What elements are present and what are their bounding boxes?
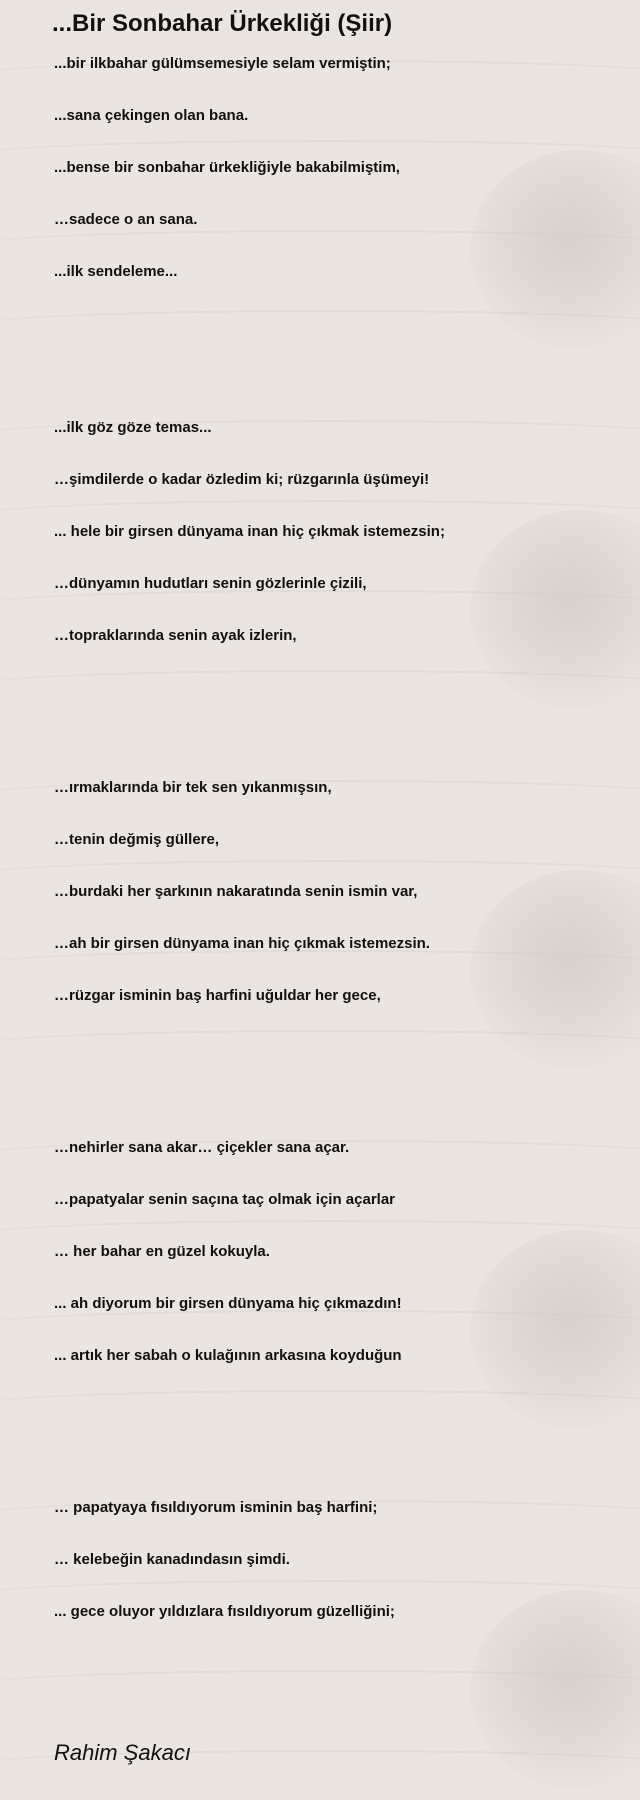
stanza <box>54 419 614 779</box>
poem-line: …papatyalar senin saçına taç olmak için açarlar <box>54 1191 396 1208</box>
poem-line: …sadece o an sana. <box>54 211 198 228</box>
poem-line: ... ah diyorum bir girsen dünyama hiç çıkmazdın! <box>54 1295 402 1312</box>
poem-line: ... gece oluyor yıldızlara fısıldıyorum güzelliğini; <box>54 1603 395 1620</box>
stanza <box>54 779 614 1139</box>
poem-line: …nehirler sana akar… çiçekler sana açar. <box>54 1139 350 1156</box>
poem-body <box>54 55 614 1655</box>
poem-line: ...bense bir sonbahar ürkekliğiyle bakabilmiştim, <box>54 159 400 176</box>
poem-line: …şimdilerde o kadar özledim ki; rüzgarınla üşümeyi! <box>54 471 430 488</box>
poem-line: …rüzgar isminin baş harfini uğuldar her gece, <box>54 987 381 1004</box>
poem-line: ... artık her sabah o kulağının arkasına koyduğun <box>54 1347 402 1364</box>
poem-line: ...sana çekingen olan bana. <box>54 107 249 124</box>
stanza <box>54 55 614 419</box>
poem-line: …ah bir girsen dünyama inan hiç çıkmak istemezsin. <box>54 935 430 952</box>
poem-author: Rahim Şakacı <box>54 1740 191 1765</box>
poem-line: …ırmaklarında bir tek sen yıkanmışsın, <box>54 779 332 796</box>
poem-line: ...bir ilkbahar gülümsemesiyle selam vermiştin; <box>54 55 391 72</box>
poem-line: … her bahar en güzel kokuyla. <box>54 1243 270 1260</box>
poem-line: …dünyamın hudutları senin gözlerinle çizili, <box>54 575 367 592</box>
poem-line: … kelebeğin kanadındasın şimdi. <box>54 1551 290 1568</box>
poem-line: … papatyaya fısıldıyorum isminin baş harfini; <box>54 1499 378 1516</box>
stanza <box>54 1499 614 1655</box>
poem-line: …tenin değmiş güllere, <box>54 831 220 848</box>
poem-line: ...ilk göz göze temas... <box>54 419 212 436</box>
stanza <box>54 1139 614 1499</box>
poem-line: ... hele bir girsen dünyama inan hiç çıkmak istemezsin; <box>54 523 445 540</box>
poem-line: ...ilk sendeleme... <box>54 263 178 280</box>
poem-line: …burdaki her şarkının nakaratında senin ismin var, <box>54 883 418 900</box>
poem-title: ...Bir Sonbahar Ürkekliği (Şiir) <box>52 10 393 37</box>
poem-line: …topraklarında senin ayak izlerin, <box>54 627 297 644</box>
